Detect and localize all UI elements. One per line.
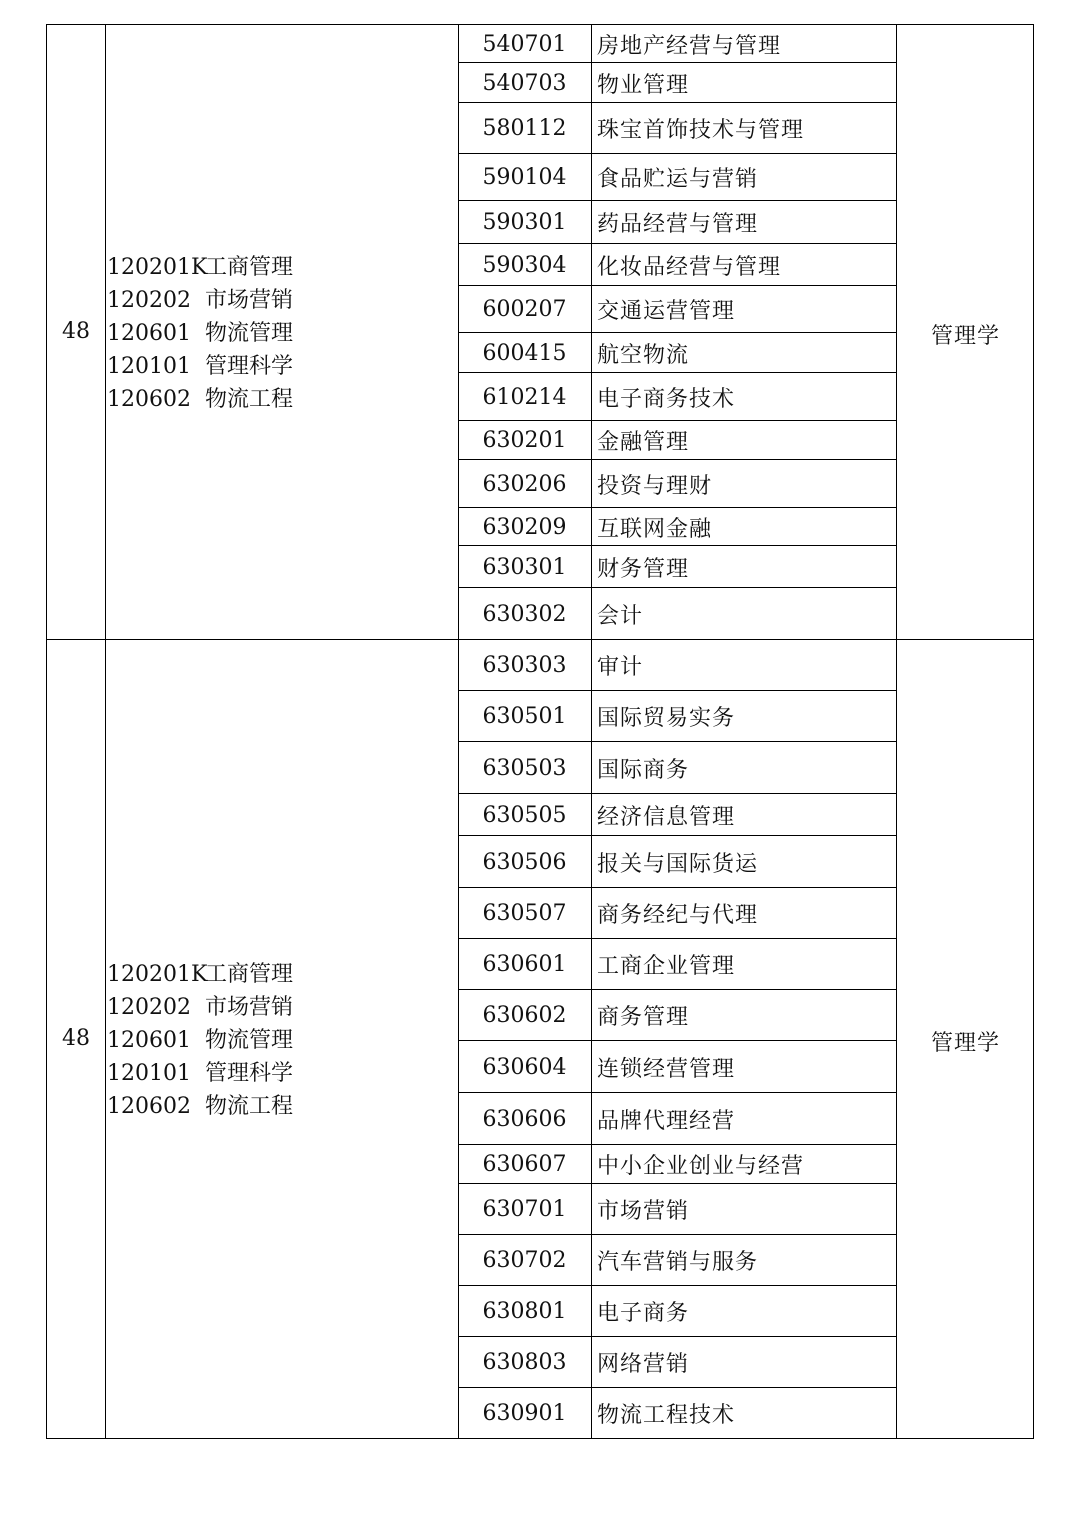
table-row bbox=[458, 1145, 896, 1184]
program-code: 610214 bbox=[482, 384, 567, 410]
major-name: 物流工程 bbox=[205, 1094, 294, 1119]
table-row bbox=[458, 333, 896, 373]
program-code: 630604 bbox=[482, 1054, 567, 1080]
major-item bbox=[107, 1057, 457, 1090]
major-name: 管理科学 bbox=[205, 354, 294, 379]
program-name: 食品贮运与营销 bbox=[597, 167, 759, 192]
table-row bbox=[458, 286, 896, 333]
major-code: 120201K bbox=[107, 962, 208, 987]
table-row bbox=[458, 794, 896, 836]
table-row bbox=[458, 25, 896, 63]
program-name: 中小企业创业与经营 bbox=[597, 1154, 805, 1179]
program-name: 交通运营管理 bbox=[597, 299, 736, 324]
group-number: 48 bbox=[62, 319, 90, 344]
program-name: 财务管理 bbox=[597, 556, 690, 582]
table-row bbox=[458, 1235, 896, 1286]
program-code: 630503 bbox=[482, 755, 567, 781]
program-code: 630803 bbox=[482, 1350, 567, 1375]
program-name: 金融管理 bbox=[597, 430, 690, 455]
major-code: 120202 bbox=[107, 288, 191, 313]
table-row bbox=[458, 888, 896, 939]
program-code: 580112 bbox=[482, 116, 567, 141]
program-name: 商务经纪与代理 bbox=[597, 903, 759, 928]
program-code: 630507 bbox=[482, 901, 567, 926]
major-code: 120602 bbox=[107, 1094, 191, 1119]
program-code: 630702 bbox=[482, 1248, 567, 1273]
table-row bbox=[458, 244, 896, 286]
program-name: 审计 bbox=[597, 655, 644, 680]
major-name: 物流管理 bbox=[205, 1028, 294, 1053]
program-name: 会计 bbox=[597, 603, 644, 629]
major-name: 管理科学 bbox=[205, 1061, 294, 1086]
major-item bbox=[107, 958, 457, 991]
major-item bbox=[107, 1024, 457, 1057]
table-row bbox=[458, 1184, 896, 1235]
program-name: 房地产经营与管理 bbox=[597, 33, 782, 59]
major-name: 物流管理 bbox=[205, 321, 294, 346]
table-row bbox=[458, 63, 896, 103]
program-name: 化妆品经营与管理 bbox=[597, 254, 782, 280]
table-row bbox=[458, 1337, 896, 1388]
program-code: 540701 bbox=[482, 31, 567, 57]
major-name: 工商管理 bbox=[205, 962, 294, 987]
major-name: 市场营销 bbox=[205, 288, 294, 313]
column-divider bbox=[105, 640, 106, 1438]
program-code: 590301 bbox=[482, 210, 567, 235]
major-name: 市场营销 bbox=[205, 995, 294, 1020]
table-row bbox=[458, 508, 896, 546]
major-item bbox=[107, 284, 457, 317]
program-name: 商务管理 bbox=[597, 1005, 690, 1030]
major-code: 120602 bbox=[107, 387, 191, 412]
program-code: 630505 bbox=[482, 802, 567, 828]
program-code: 630606 bbox=[482, 1106, 567, 1132]
undergrad-majors-list bbox=[107, 958, 457, 1123]
major-item bbox=[107, 350, 457, 383]
program-code: 590104 bbox=[482, 165, 567, 190]
program-code: 630506 bbox=[482, 849, 567, 875]
major-code: 120601 bbox=[107, 1028, 191, 1053]
table-row bbox=[458, 103, 896, 154]
major-name: 物流工程 bbox=[205, 387, 294, 412]
program-code: 630602 bbox=[482, 1003, 567, 1028]
major-code: 120202 bbox=[107, 995, 191, 1020]
table-row bbox=[458, 1041, 896, 1093]
program-code: 630501 bbox=[482, 704, 567, 729]
major-code: 120101 bbox=[107, 354, 191, 379]
program-code: 540703 bbox=[482, 70, 567, 96]
program-name: 品牌代理经营 bbox=[597, 1108, 736, 1134]
table-row bbox=[458, 1388, 896, 1439]
program-code: 600207 bbox=[482, 297, 567, 322]
table-row bbox=[458, 154, 896, 201]
major-item bbox=[107, 991, 457, 1024]
major-code: 120101 bbox=[107, 1061, 191, 1086]
program-name: 珠宝首饰技术与管理 bbox=[597, 118, 805, 143]
program-name: 电子商务技术 bbox=[597, 386, 736, 412]
table-row bbox=[458, 691, 896, 742]
program-name: 互联网金融 bbox=[597, 516, 713, 542]
undergrad-majors-list bbox=[107, 251, 457, 416]
major-code: 120601 bbox=[107, 321, 191, 346]
program-code: 630303 bbox=[482, 653, 567, 678]
major-item bbox=[107, 251, 457, 284]
discipline-category: 管理学 bbox=[930, 324, 1000, 349]
table-row bbox=[458, 421, 896, 460]
major-item bbox=[107, 1090, 457, 1123]
program-name: 汽车营销与服务 bbox=[597, 1250, 759, 1275]
major-item bbox=[107, 383, 457, 416]
group-number: 48 bbox=[62, 1026, 90, 1051]
program-name: 市场营销 bbox=[597, 1199, 690, 1224]
program-name: 航空物流 bbox=[597, 342, 690, 368]
program-code: 630206 bbox=[482, 471, 567, 497]
program-name: 经济信息管理 bbox=[597, 804, 736, 830]
table-row bbox=[458, 1286, 896, 1337]
table-row bbox=[458, 460, 896, 508]
column-divider bbox=[105, 25, 106, 639]
program-code: 630201 bbox=[482, 428, 567, 453]
program-code: 630601 bbox=[482, 952, 567, 977]
major-name: 工商管理 bbox=[205, 255, 294, 280]
table-row bbox=[458, 546, 896, 588]
program-code: 630701 bbox=[482, 1197, 567, 1222]
table-row bbox=[458, 588, 896, 640]
table-block-1 bbox=[46, 24, 1034, 640]
table-row bbox=[458, 1093, 896, 1145]
major-item bbox=[107, 317, 457, 350]
table-row bbox=[458, 836, 896, 888]
program-name: 药品经营与管理 bbox=[597, 212, 759, 237]
table-row bbox=[458, 201, 896, 244]
major-code: 120201K bbox=[107, 255, 208, 280]
program-name: 连锁经营管理 bbox=[597, 1056, 736, 1082]
program-name: 网络营销 bbox=[597, 1352, 690, 1377]
program-code: 630901 bbox=[482, 1401, 567, 1426]
program-name: 电子商务 bbox=[597, 1301, 690, 1326]
program-code: 630801 bbox=[482, 1299, 567, 1324]
program-name: 投资与理财 bbox=[597, 473, 713, 499]
program-code: 600415 bbox=[482, 340, 567, 366]
program-code: 590304 bbox=[482, 252, 567, 278]
program-name: 国际商务 bbox=[597, 757, 690, 783]
program-name: 物流工程技术 bbox=[597, 1403, 736, 1428]
program-code: 630301 bbox=[482, 554, 567, 580]
program-code: 630302 bbox=[482, 601, 567, 627]
program-code: 630209 bbox=[482, 514, 567, 540]
table-block-2 bbox=[46, 639, 1034, 1439]
program-code: 630607 bbox=[482, 1152, 567, 1177]
table-row bbox=[458, 640, 896, 691]
table-row bbox=[458, 939, 896, 990]
table-row bbox=[458, 742, 896, 794]
table-row bbox=[458, 990, 896, 1041]
program-name: 国际贸易实务 bbox=[597, 706, 736, 731]
program-name: 报关与国际货运 bbox=[597, 851, 759, 877]
program-name: 工商企业管理 bbox=[597, 954, 736, 979]
table-row bbox=[458, 373, 896, 421]
discipline-category: 管理学 bbox=[930, 1031, 1000, 1056]
program-name: 物业管理 bbox=[597, 72, 690, 98]
